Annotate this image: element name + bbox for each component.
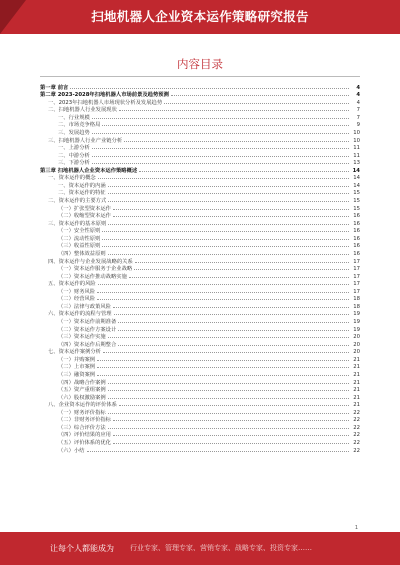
toc-entry[interactable] [40, 212, 360, 220]
toc-leader-dots [134, 268, 349, 270]
toc-entry[interactable] [40, 446, 360, 454]
toc-leader-dots [92, 147, 349, 149]
toc-entry-page: 18 [353, 296, 360, 303]
toc-entry[interactable] [40, 272, 360, 280]
toc-entry-page: 7 [356, 107, 360, 114]
toc-entry[interactable] [40, 91, 360, 99]
toc-leader-dots [92, 117, 349, 119]
toc-entry-title: （二）非财务评价指标 [58, 417, 111, 424]
toc-entry[interactable] [40, 174, 360, 182]
toc-divider [40, 76, 360, 77]
toc-entry[interactable] [40, 106, 360, 114]
toc-entry-page: 7 [356, 114, 360, 121]
toc-entry-title: 三、发展趋势 [58, 129, 90, 136]
toc-entry-page: 17 [353, 281, 360, 288]
toc-entry-page: 21 [353, 356, 360, 363]
toc-leader-dots [108, 200, 349, 202]
toc-entry-page: 10 [353, 129, 360, 136]
toc-entry-page: 14 [353, 175, 360, 182]
toc-entry[interactable] [40, 280, 360, 288]
toc-entry[interactable] [40, 144, 360, 152]
toc-entry-title: 第一章 前言 [40, 84, 69, 91]
toc-leader-dots [97, 359, 349, 361]
toc-entry[interactable] [40, 302, 360, 310]
toc-entry[interactable] [40, 181, 360, 189]
toc-entry[interactable] [40, 121, 360, 129]
toc-leader-dots [113, 442, 349, 444]
toc-entry[interactable] [40, 386, 360, 394]
toc-entry[interactable] [40, 83, 360, 91]
toc-leader-dots [97, 374, 349, 376]
toc-leader-dots [108, 223, 349, 225]
toc-entry-title: （二）经营风险 [58, 296, 96, 303]
toc-leader-dots [92, 155, 349, 157]
toc-entry-title: （四）战略合作案例 [58, 379, 106, 386]
toc-leader-dots [129, 276, 349, 278]
toc-entry-title: （五）资产重组案例 [58, 387, 106, 394]
toc-leader-dots [108, 427, 349, 429]
toc-leader-dots [164, 102, 349, 104]
toc-entry[interactable] [40, 159, 360, 167]
page-number: 1 [354, 525, 358, 531]
toc-entry-title: 一、资本运作的内涵 [58, 182, 106, 189]
toc-leader-dots [87, 450, 350, 452]
toc-entry-page: 19 [353, 311, 360, 318]
toc-entry-title: 三、下游分析 [58, 160, 90, 167]
toc-entry-page: 22 [353, 440, 360, 446]
toc-entry[interactable] [40, 234, 360, 242]
table-of-contents [40, 83, 360, 454]
toc-entry[interactable] [40, 98, 360, 106]
toc-entry-page: 16 [353, 250, 360, 257]
toc-entry-title: （一）资本运作前期准备 [58, 319, 117, 325]
toc-leader-dots [102, 230, 349, 232]
toc-entry-page: 4 [356, 84, 360, 91]
toc-entry-page: 13 [353, 160, 360, 167]
toc-entry-title: （二）收缩型资本运作 [58, 213, 111, 220]
toc-entry-title: 八、企业资本运作的评价体系 [48, 402, 117, 409]
toc-entry-page: 18 [353, 303, 360, 310]
toc-entry-title: 一、上游分析 [58, 145, 90, 152]
toc-entry[interactable] [40, 325, 360, 333]
toc-entry[interactable] [40, 113, 360, 121]
toc-entry-page: 22 [353, 409, 360, 416]
toc-leader-dots [113, 306, 349, 308]
toc-entry-title: （三）综合评价方法 [58, 424, 106, 431]
toc-entry-page: 22 [353, 417, 360, 424]
toc-entry[interactable] [40, 378, 360, 386]
toc-entry[interactable] [40, 151, 360, 159]
toc-entry-title: 一、行业规模 [58, 114, 90, 121]
toc-leader-dots [139, 170, 349, 172]
toc-entry-page: 21 [353, 379, 360, 386]
toc-entry[interactable] [40, 310, 360, 318]
toc-entry-page: 17 [353, 273, 360, 280]
report-title: 扫地机器人企业资本运作策略研究报告 [91, 9, 309, 24]
toc-entry[interactable] [40, 333, 360, 341]
toc-entry-title: （六）小结 [58, 447, 85, 454]
toc-entry-title: 一、2023年扫地机器人市场现状分析及发展趋势 [48, 99, 163, 106]
toc-entry-page: 11 [353, 152, 360, 159]
toc-entry-page: 21 [353, 364, 360, 371]
toc-entry-title: 第二章 2023-2028年扫地机器人市场前景及趋势预测 [40, 92, 169, 99]
toc-entry[interactable] [40, 363, 360, 371]
toc-leader-dots [102, 124, 349, 126]
toc-leader-dots [135, 261, 349, 263]
toc-leader-dots [118, 344, 349, 346]
toc-entry-page: 17 [353, 266, 360, 273]
toc-entry-title: （一）安全性原则 [58, 228, 101, 235]
toc-entry-page: 11 [353, 145, 360, 152]
toc-entry-title: （三）融资案例 [58, 371, 96, 378]
toc-leader-dots [118, 329, 349, 331]
toc-entry-page: 19 [353, 319, 360, 325]
toc-entry-title: （二）流动性原则 [58, 235, 101, 242]
toc-leader-dots [108, 336, 349, 338]
toc-entry-title: 二、市场竞争格局 [58, 122, 101, 129]
toc-entry-page: 17 [353, 258, 360, 265]
header-bar [0, 0, 400, 34]
toc-entry-title: 二、资本运作的主要方式 [48, 198, 107, 204]
toc-entry-title: （一）资本运作服务于企业战略 [58, 266, 133, 273]
toc-leader-dots [124, 140, 349, 142]
toc-entry-title: 七、资本运作案例分析 [48, 349, 101, 356]
toc-entry-page: 21 [353, 387, 360, 394]
toc-entry-title: 第三章 扫地机器人企业资本运作策略概述 [40, 167, 138, 174]
toc-entry[interactable] [40, 340, 360, 348]
toc-leader-dots [108, 389, 349, 391]
toc-leader-dots [171, 94, 349, 96]
toc-heading: 内容目录 [177, 57, 223, 71]
toc-entry[interactable] [40, 257, 360, 265]
toc-leader-dots [98, 283, 349, 285]
toc-leader-dots [108, 382, 349, 384]
toc-leader-dots [113, 215, 349, 217]
toc-leader-dots [97, 298, 349, 300]
toc-entry-page: 10 [353, 137, 360, 144]
toc-leader-dots [119, 404, 349, 406]
toc-entry-page: 17 [353, 288, 360, 295]
toc-entry-title: （二）上市案例 [58, 364, 96, 371]
toc-entry[interactable] [40, 136, 360, 144]
toc-entry-title: （二）资本运作推动战略实施 [58, 273, 127, 280]
toc-leader-dots [97, 366, 349, 368]
toc-entry[interactable] [40, 219, 360, 227]
toc-entry[interactable] [40, 204, 360, 212]
toc-entry-page: 15 [353, 205, 360, 212]
toc-entry-page: 16 [353, 243, 360, 250]
toc-entry-page: 16 [353, 213, 360, 220]
toc-entry-page: 16 [353, 220, 360, 227]
toc-entry-page: 21 [353, 371, 360, 378]
toc-entry-title: 六、资本运作的流程与管理 [48, 311, 112, 318]
toc-leader-dots [108, 192, 349, 194]
toc-leader-dots [92, 162, 349, 164]
toc-leader-dots [108, 412, 349, 414]
toc-entry-title: （一）并购案例 [58, 356, 96, 363]
toc-entry[interactable] [40, 438, 360, 446]
toc-entry[interactable] [40, 287, 360, 295]
toc-entry-page: 14 [353, 182, 360, 189]
toc-entry-title: （一）财务评价指标 [58, 409, 106, 416]
toc-entry-page: 22 [353, 447, 360, 454]
toc-entry-page: 20 [353, 341, 360, 348]
toc-entry-title: （三）法律与政策风险 [58, 303, 111, 310]
toc-entry[interactable] [40, 249, 360, 257]
toc-entry[interactable] [40, 242, 360, 250]
toc-entry-page: 22 [353, 424, 360, 431]
toc-entry-title: （三）收益性原则 [58, 243, 101, 250]
toc-entry[interactable] [40, 370, 360, 378]
toc-entry[interactable] [40, 265, 360, 273]
toc-leader-dots [102, 238, 349, 240]
toc-entry-page: 16 [353, 228, 360, 235]
toc-entry-page: 14 [352, 167, 360, 174]
toc-leader-dots [92, 132, 349, 134]
toc-entry-title: （四）评价结果的应用 [58, 432, 111, 439]
toc-entry-title: 三、资本运作的基本原则 [48, 220, 107, 227]
toc-entry-page: 4 [356, 99, 360, 106]
toc-leader-dots [113, 419, 349, 421]
toc-entry[interactable] [40, 416, 360, 424]
toc-entry[interactable] [40, 295, 360, 303]
toc-entry-page: 20 [353, 334, 360, 341]
toc-leader-dots [103, 351, 349, 353]
toc-entry-title: 二、资本运作的特征 [58, 190, 106, 197]
toc-entry[interactable] [40, 227, 360, 235]
toc-entry[interactable] [40, 423, 360, 431]
toc-entry-title: （一）扩张型资本运作 [58, 205, 111, 212]
footer-bar [0, 532, 400, 565]
toc-leader-dots [97, 291, 349, 293]
toc-entry-title: 二、中游分析 [58, 152, 90, 159]
toc-entry-title: 二、扫地机器人行业发展现状 [48, 107, 117, 114]
toc-leader-dots [114, 313, 349, 315]
toc-leader-dots [98, 177, 349, 179]
toc-entry-page: 22 [353, 432, 360, 439]
toc-leader-dots [108, 253, 349, 255]
toc-entry[interactable] [40, 189, 360, 197]
toc-entry[interactable] [40, 196, 360, 204]
toc-entry-title: （四）资本运作后期整合 [58, 341, 117, 348]
toc-entry-title: （一）财务风险 [58, 288, 96, 295]
toc-entry-title: （二）资本运作方案设计 [58, 326, 117, 333]
toc-entry[interactable] [40, 401, 360, 409]
toc-entry-page: 15 [353, 198, 360, 204]
toc-leader-dots [119, 109, 349, 111]
toc-entry-title: （四）整体效益原则 [58, 250, 106, 257]
toc-entry-page: 19 [353, 326, 360, 333]
toc-entry-page: 21 [353, 402, 360, 409]
toc-entry[interactable] [40, 431, 360, 439]
toc-leader-dots [113, 208, 349, 210]
footer-tagline: 行业专家、管理专家、营销专家、战略专家、投资专家…… [130, 544, 312, 552]
toc-entry-page: 4 [356, 92, 360, 99]
toc-leader-dots [70, 87, 349, 89]
toc-entry[interactable] [40, 317, 360, 325]
toc-entry-page: 16 [353, 235, 360, 242]
toc-entry-title: 四、资本运作与企业发展战略的关系 [48, 258, 133, 265]
toc-entry-title: 一、资本运作的概念 [48, 175, 96, 182]
toc-entry-title: （五）评价体系的优化 [58, 440, 111, 446]
toc-leader-dots [108, 185, 349, 187]
toc-entry-title: 五、资本运作的风险 [48, 281, 96, 288]
toc-leader-dots [102, 245, 349, 247]
toc-entry-page: 15 [353, 190, 360, 197]
toc-entry[interactable] [40, 128, 360, 136]
toc-leader-dots [108, 397, 349, 399]
toc-entry[interactable] [40, 393, 360, 401]
toc-leader-dots [118, 321, 349, 323]
footer-slogan: 让每个人都能成为 [50, 544, 114, 553]
toc-entry-title: 三、扫地机器人行业产业链分析 [48, 137, 123, 144]
toc-entry[interactable] [40, 408, 360, 416]
toc-entry-page: 20 [353, 349, 360, 356]
toc-entry-page: 9 [356, 122, 360, 129]
toc-entry[interactable] [40, 166, 360, 174]
toc-entry[interactable] [40, 355, 360, 363]
toc-entry-title: （三）资本运作实施 [58, 334, 106, 341]
toc-leader-dots [113, 434, 349, 436]
toc-entry-page: 21 [353, 394, 360, 401]
toc-entry-title: （六）股权激励案例 [58, 394, 106, 401]
toc-entry[interactable] [40, 348, 360, 356]
